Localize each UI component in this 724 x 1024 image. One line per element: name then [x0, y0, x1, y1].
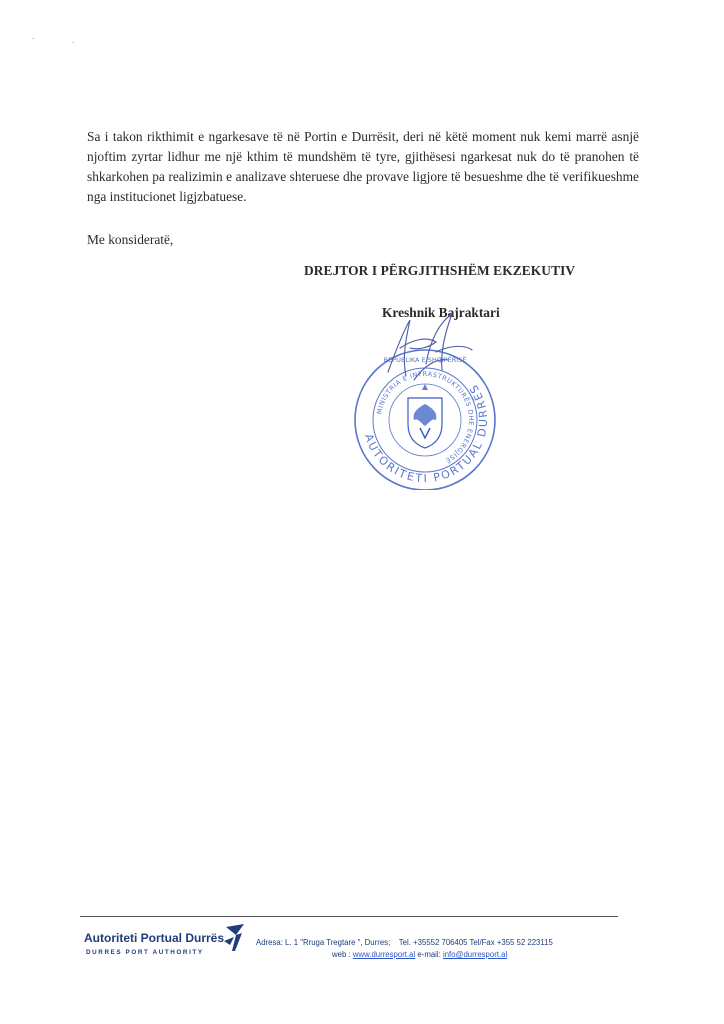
- letter-paragraph: Sa i takon rikthimit e ngarkesave të në Portin e Durrësit, deri në këtë moment nuk kemi marrë asnjë njoftim zyrtar lidhur me një kthim të mundshëm të tyre, gjithësesi ngarkesat nuk do të pranohen të shkarkohen pa realizimin e analizave shteruese dhe provave ligjore të besueshme dhe të verifikueshme nga institucionet ligjzbatuese.: [87, 129, 639, 204]
- scan-mark: [32, 38, 34, 39]
- logo-subtitle: DURRES PORT AUTHORITY: [86, 949, 204, 956]
- footer-divider: [80, 916, 618, 917]
- official-stamp: [340, 300, 510, 490]
- signatory-name: Kreshnik Bajraktari: [382, 305, 500, 320]
- signatory-title: DREJTOR I PËRGJITHSHËM EKZEKUTIV: [304, 263, 576, 278]
- contact-line-2: [256, 949, 616, 961]
- closing-salutation: Me konsideratë,: [87, 232, 174, 247]
- stamp-top-text: REPUBLIKA E SHQIPËRISË: [383, 356, 467, 364]
- scan-mark: [72, 42, 74, 43]
- sail-logo-icon: [222, 923, 248, 953]
- email-label: e-mail:: [417, 950, 441, 959]
- logo-name: Autoriteti Portual Durrës: [84, 931, 225, 945]
- email-link[interactable]: info@durresport.al: [442, 950, 508, 959]
- contact-line-1: [256, 937, 616, 949]
- stamp-inner-text: MINISTRIA E INFRASTRUKTURËS DHE ENERGJISË: [375, 369, 476, 465]
- footer-address: Adresa: L. 1 "Rruga Tregtare ", Durres;: [256, 938, 391, 947]
- footer-contact: [256, 937, 616, 961]
- web-label: web :: [332, 950, 351, 959]
- port-authority-logo: [84, 921, 249, 961]
- coat-of-arms-icon: [408, 384, 442, 448]
- website-link[interactable]: www.durresport.al: [352, 950, 416, 959]
- stamp-outer-text: AUTORITETI PORTUAL DURRËS: [361, 380, 491, 486]
- handwritten-signature: [388, 314, 472, 380]
- footer-phone: Tel. +35552 706405 Tel/Fax +355 52 223115: [398, 938, 553, 947]
